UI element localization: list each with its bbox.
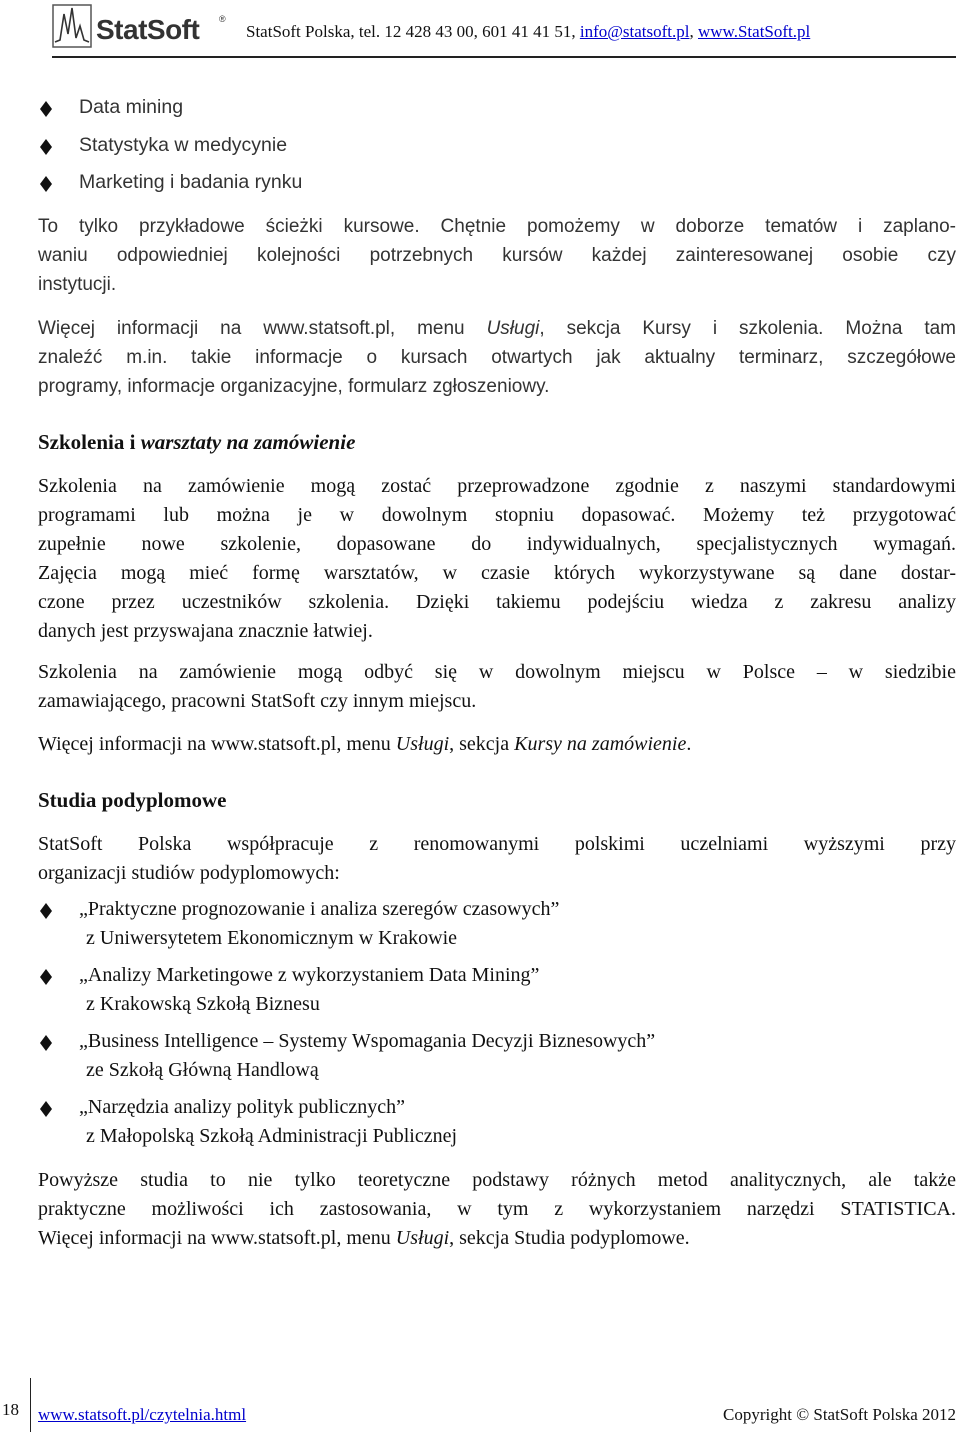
study-partner: z Uniwersytetem Ekonomicznym w Krakowie [86,927,458,949]
logo-wordmark: StatSoft [96,14,200,45]
paragraph-line: Zajęcia mogą mieć formę warsztatów, w czasie których wykorzystywane są dane dostar- [38,562,956,584]
diamond-bullet-icon [38,903,54,919]
header-divider [52,56,956,58]
diamond-bullet-icon [38,139,54,155]
heading-text: Szkolenia i [38,430,141,454]
study-title: „Analizy Marketingowe z wykorzystaniem Data Mining” [79,964,540,986]
header-contact [246,22,810,42]
study-partner: z Krakowską Szkołą Biznesu [86,993,320,1015]
paragraph-line: zamawiającego, pracowni StatSoft czy innym miejscu. [38,690,477,712]
paragraph-line: Szkolenia na zamówienie mogą odbyć się w dowolnym miejscu w Polsce – w siedzibie [38,661,956,683]
website-link[interactable]: www.StatSoft.pl [698,22,811,41]
diamond-bullet-icon [38,176,54,192]
paragraph-line: Szkolenia na zamówienie mogą zostać przeprowadzone zgodnie z naszymi standardowymi [38,475,956,497]
paragraph-line: praktyczne możliwości ich zastosowania, w tym z wykorzystaniem narzędzi STATISTICA. [38,1198,956,1220]
postgrad-closing [38,1166,956,1253]
contact-phones: StatSoft Polska, tel. 12 428 43 00, 601 41 41 51, [246,22,580,41]
study-partner: ze Szkołą Główną Handlową [86,1059,319,1081]
custom-more-info [38,730,956,759]
intro-line: To tylko przykładowe ścieżki kursowe. Chętnie pomożemy w doborze tematów i zaplano- [38,216,956,237]
intro-line: waniu odpowiedniej kolejności potrzebnych kursów każdej zainteresowanej osobie czy [38,245,956,266]
paragraph-line [38,1224,956,1253]
study-title: „Business Intelligence – Systemy Wspomagania Decyzji Biznesowych” [79,1030,656,1052]
text-run: , sekcja Studia podyplomowe. [449,1227,690,1249]
custom-location-paragraph [38,658,956,716]
text-run: , sekcja Kursy i szkolenia. Można tam [539,318,956,339]
diamond-bullet-icon [38,1035,54,1051]
paragraph-line: zupełnie nowe szkolenie, dopasowane do indywidualnych, specjalistycznych wymagań. [38,533,956,555]
contact-separator: , [689,22,698,41]
section-heading-postgrad: Studia podyplomowe [38,788,227,812]
paragraph-line: Powyższe studia to nie tylko teoretyczne podstawy różnych metod analitycznych, ale także [38,1169,956,1191]
paragraph-line: StatSoft Polska współpracuje z renomowanymi polskimi uczelniami wyższymi przy [38,833,956,855]
page-number: 18 [2,1400,19,1419]
more-info-paragraph [38,314,956,401]
postgrad-intro [38,830,956,888]
path-item-label: Statystyka w medycynie [79,134,288,156]
study-title: „Narzędzia analizy polityk publicznych” [79,1096,405,1118]
path-item-label: Marketing i badania rynku [79,171,303,193]
more-info-line: znaleźć m.in. takie informacje o kursach otwartych jak aktualny terminarz, szczegółowe [38,347,956,368]
intro-line: instytucji. [38,274,117,295]
study-partner: z Małopolską Szkołą Administracji Publicznej [86,1125,458,1147]
menu-name: Usługi [486,318,540,339]
heading-italic-text: warsztaty na zamówienie [140,430,356,454]
custom-training-paragraph [38,472,956,646]
footer-copyright: Copyright © StatSoft Polska 2012 [723,1405,956,1424]
text-run: , sekcja [449,733,515,755]
registered-mark: ® [219,14,226,24]
text-run: Więcej informacji na www.statsoft.pl, menu [38,1227,396,1249]
text-run: . [686,733,692,755]
paragraph-line [38,730,956,759]
section-name: Kursy na zamówienie [514,733,687,755]
text-run: Więcej informacji na www.statsoft.pl, menu [38,318,487,339]
path-item-label: Data mining [79,96,184,118]
email-link[interactable]: info@statsoft.pl [579,22,690,41]
diamond-bullet-icon [38,101,54,117]
paragraph-line: danych jest przyswajana znacznie łatwiej. [38,620,373,642]
diamond-bullet-icon [38,1101,54,1117]
more-info-line [38,314,956,343]
menu-name: Usługi [395,1227,450,1249]
menu-name: Usługi [395,733,450,755]
footer-divider [30,1378,31,1432]
logo-chart-icon [52,4,94,50]
diamond-bullet-icon [38,969,54,985]
paragraph-line: czone przez uczestników szkolenia. Dzięki takiemu podejściu wiedza z zakresu analizy [38,591,956,613]
footer-link[interactable]: www.statsoft.pl/czytelnia.html [38,1405,247,1424]
intro-paragraph [38,212,956,299]
paragraph-line: organizacji studiów podyplomowych: [38,862,340,884]
paragraph-line: programami lub można je w dowolnym stopniu dopasować. Możemy też przygotować [38,504,956,526]
statsoft-logo [52,4,228,50]
more-info-line: programy, informacje organizacyjne, formularz zgłoszeniowy. [38,376,550,397]
study-title: „Praktyczne prognozowanie i analiza szeregów czasowych” [79,898,560,920]
text-run: Więcej informacji na www.statsoft.pl, menu [38,733,396,755]
section-heading-custom-training [38,430,355,455]
